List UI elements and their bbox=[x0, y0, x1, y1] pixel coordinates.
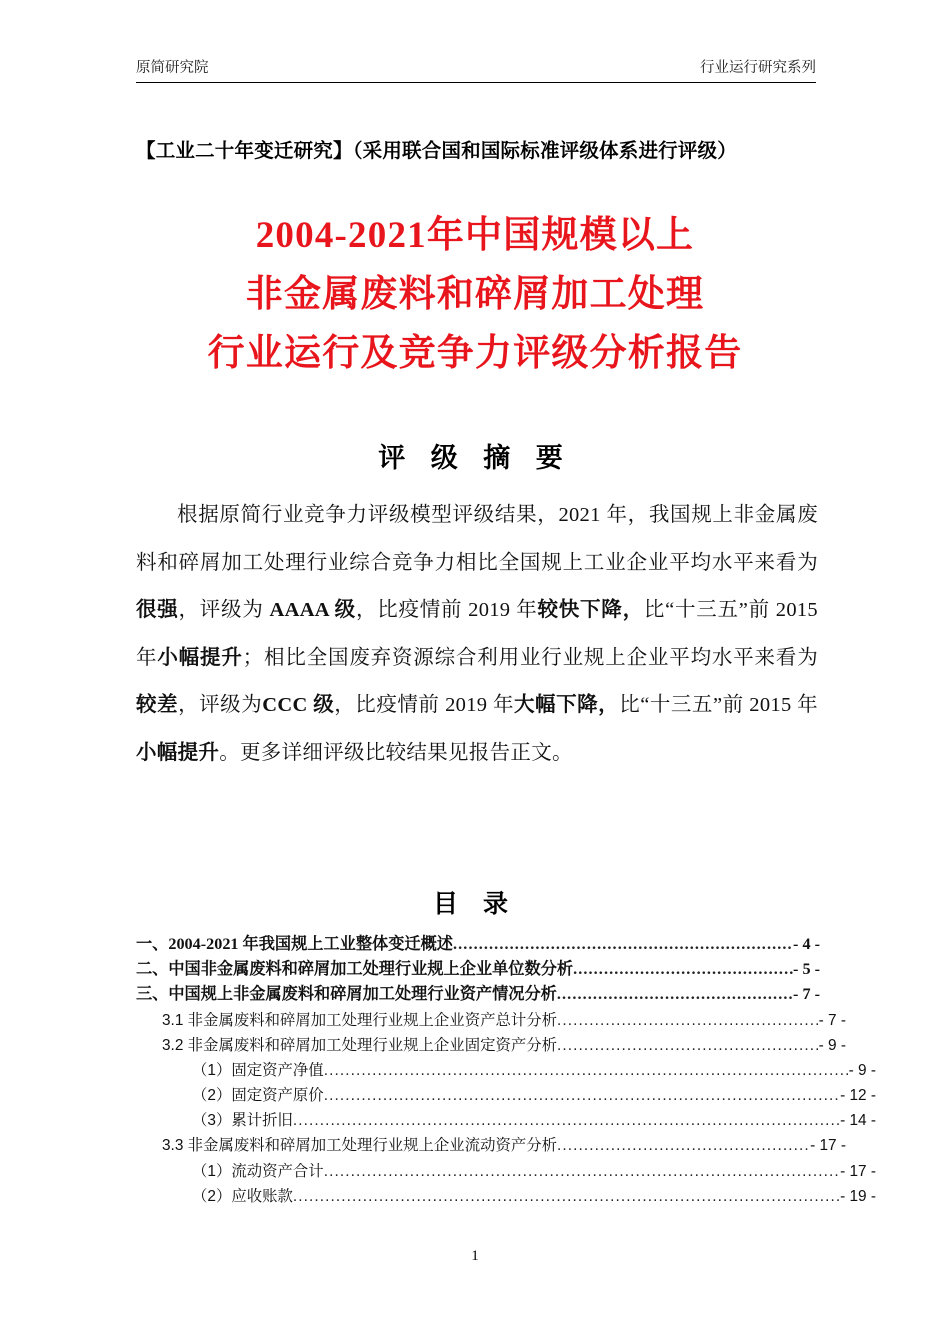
toc-entry-label: （2）固定资产原价 bbox=[192, 1087, 324, 1105]
page-number: 1 bbox=[471, 1248, 479, 1264]
summary-emphasis: 小幅提升 bbox=[157, 646, 243, 669]
toc-entry[interactable] bbox=[136, 1008, 846, 1033]
toc-entry-label: （1）固定资产净值 bbox=[192, 1061, 324, 1079]
summary-text: 比“十三五”前 2015 年 bbox=[619, 694, 818, 716]
summary-text: 根据原简行业竞争力评级模型评级结果，2021 年，我国规上非金属废料和碎屑加工处理行业综合竞争力相比全国规上工业企业平均水平来看为 bbox=[136, 504, 818, 574]
toc-entry[interactable] bbox=[136, 1108, 876, 1133]
toc-section-heading: 目 录 bbox=[433, 890, 517, 918]
toc-entry[interactable] bbox=[136, 932, 820, 957]
toc-entry-page: - 19 - bbox=[840, 1187, 876, 1205]
toc-entry[interactable] bbox=[136, 1058, 876, 1083]
summary-text: 。更多详细评级比较结果见报告正文。 bbox=[219, 741, 573, 764]
toc-dot-leader bbox=[293, 1108, 840, 1133]
toc-entry-page: - 9 - bbox=[848, 1061, 876, 1079]
summary-emphasis: 较快下降， bbox=[537, 599, 644, 621]
title-line-2: 非金属废料和碎屑加工处理 bbox=[245, 274, 705, 315]
toc-entry-page: - 17 - bbox=[840, 1162, 876, 1180]
toc-dot-leader bbox=[557, 1033, 819, 1058]
toc-dot-leader bbox=[324, 1159, 840, 1184]
header-left-text: 原简研究院 bbox=[136, 60, 209, 76]
toc-entry[interactable] bbox=[136, 1033, 846, 1058]
toc-entry[interactable] bbox=[136, 1083, 876, 1108]
toc-dot-leader bbox=[453, 932, 793, 957]
toc-entry-label: 三、中国规上非金属废料和碎屑加工处理行业资产情况分析 bbox=[136, 985, 557, 1004]
toc-entry[interactable] bbox=[136, 982, 820, 1007]
toc-entry-label: （1）流动资产合计 bbox=[192, 1162, 324, 1180]
title-line-3: 行业运行及竞争力评级分析报告 bbox=[207, 333, 743, 374]
toc-entry-label: 二、中国非金属废料和碎屑加工处理行业规上企业单位数分析 bbox=[136, 960, 574, 979]
toc-dot-leader bbox=[573, 957, 793, 982]
toc-entry-page: - 7 - bbox=[793, 985, 820, 1004]
summary-emphasis: AAAA 级 bbox=[269, 599, 356, 621]
summary-emphasis: 小幅提升 bbox=[136, 741, 220, 764]
toc-dot-leader bbox=[557, 1008, 819, 1033]
summary-emphasis: 较差 bbox=[136, 694, 179, 716]
summary-paragraph bbox=[136, 492, 818, 777]
toc-dot-leader bbox=[324, 1058, 849, 1083]
summary-text: ；相比全国废弃资源综合利用业行业规上企业平均水平来看为 bbox=[242, 646, 819, 669]
toc-entry[interactable] bbox=[136, 1134, 846, 1159]
toc-entry-page: - 14 - bbox=[840, 1112, 876, 1130]
header-right-text: 行业运行研究系列 bbox=[700, 60, 816, 76]
report-main-title bbox=[0, 206, 950, 383]
toc-entry-page: - 12 - bbox=[840, 1087, 876, 1105]
toc-dot-leader bbox=[557, 982, 793, 1007]
report-series-subtitle: 【工业二十年变迁研究】（采用联合国和国际标准评级体系进行评级） bbox=[136, 141, 737, 162]
toc-entry-page: - 7 - bbox=[818, 1011, 846, 1029]
toc-entry[interactable] bbox=[136, 1159, 876, 1184]
toc-entry-label: （2）应收账款 bbox=[192, 1187, 293, 1205]
summary-section-heading: 评 级 摘 要 bbox=[378, 443, 572, 473]
title-line-1: 2004-2021年中国规模以上 bbox=[255, 215, 695, 256]
toc-entry-page: - 17 - bbox=[810, 1137, 846, 1155]
toc-entry[interactable] bbox=[136, 1184, 876, 1209]
toc-entry-page: - 4 - bbox=[793, 934, 820, 953]
toc-entry-label: 3.1 非金属废料和碎屑加工处理行业规上企业资产总计分析 bbox=[162, 1011, 558, 1029]
toc-entry-label: 3.3 非金属废料和碎屑加工处理行业规上企业流动资产分析 bbox=[162, 1137, 558, 1155]
toc-dot-leader bbox=[293, 1184, 840, 1209]
toc-dot-leader bbox=[324, 1083, 840, 1108]
table-of-contents bbox=[136, 932, 876, 1209]
summary-text: ，评级为 bbox=[178, 694, 263, 716]
summary-text: ，比疫情前 2019 年 bbox=[355, 599, 538, 621]
toc-entry-label: （3）累计折旧 bbox=[192, 1112, 293, 1130]
summary-emphasis: 大幅下降， bbox=[514, 694, 620, 716]
toc-entry-page: - 5 - bbox=[793, 960, 820, 979]
summary-text: ，比疫情前 2019 年 bbox=[334, 694, 514, 716]
toc-dot-leader bbox=[557, 1134, 810, 1159]
summary-emphasis: 很强 bbox=[136, 599, 179, 621]
summary-text: ，评级为 bbox=[178, 599, 270, 621]
running-header bbox=[136, 60, 816, 83]
toc-entry-page: - 9 - bbox=[818, 1036, 846, 1054]
toc-entry[interactable] bbox=[136, 957, 820, 982]
toc-entry-label: 3.2 非金属废料和碎屑加工处理行业规上企业固定资产分析 bbox=[162, 1036, 558, 1054]
summary-emphasis: CCC 级 bbox=[262, 694, 335, 716]
summary-text: 比“十三五”前 2015 年 bbox=[136, 599, 818, 669]
toc-entry-label: 一、2004-2021 年我国规上工业整体变迁概述 bbox=[136, 934, 453, 953]
